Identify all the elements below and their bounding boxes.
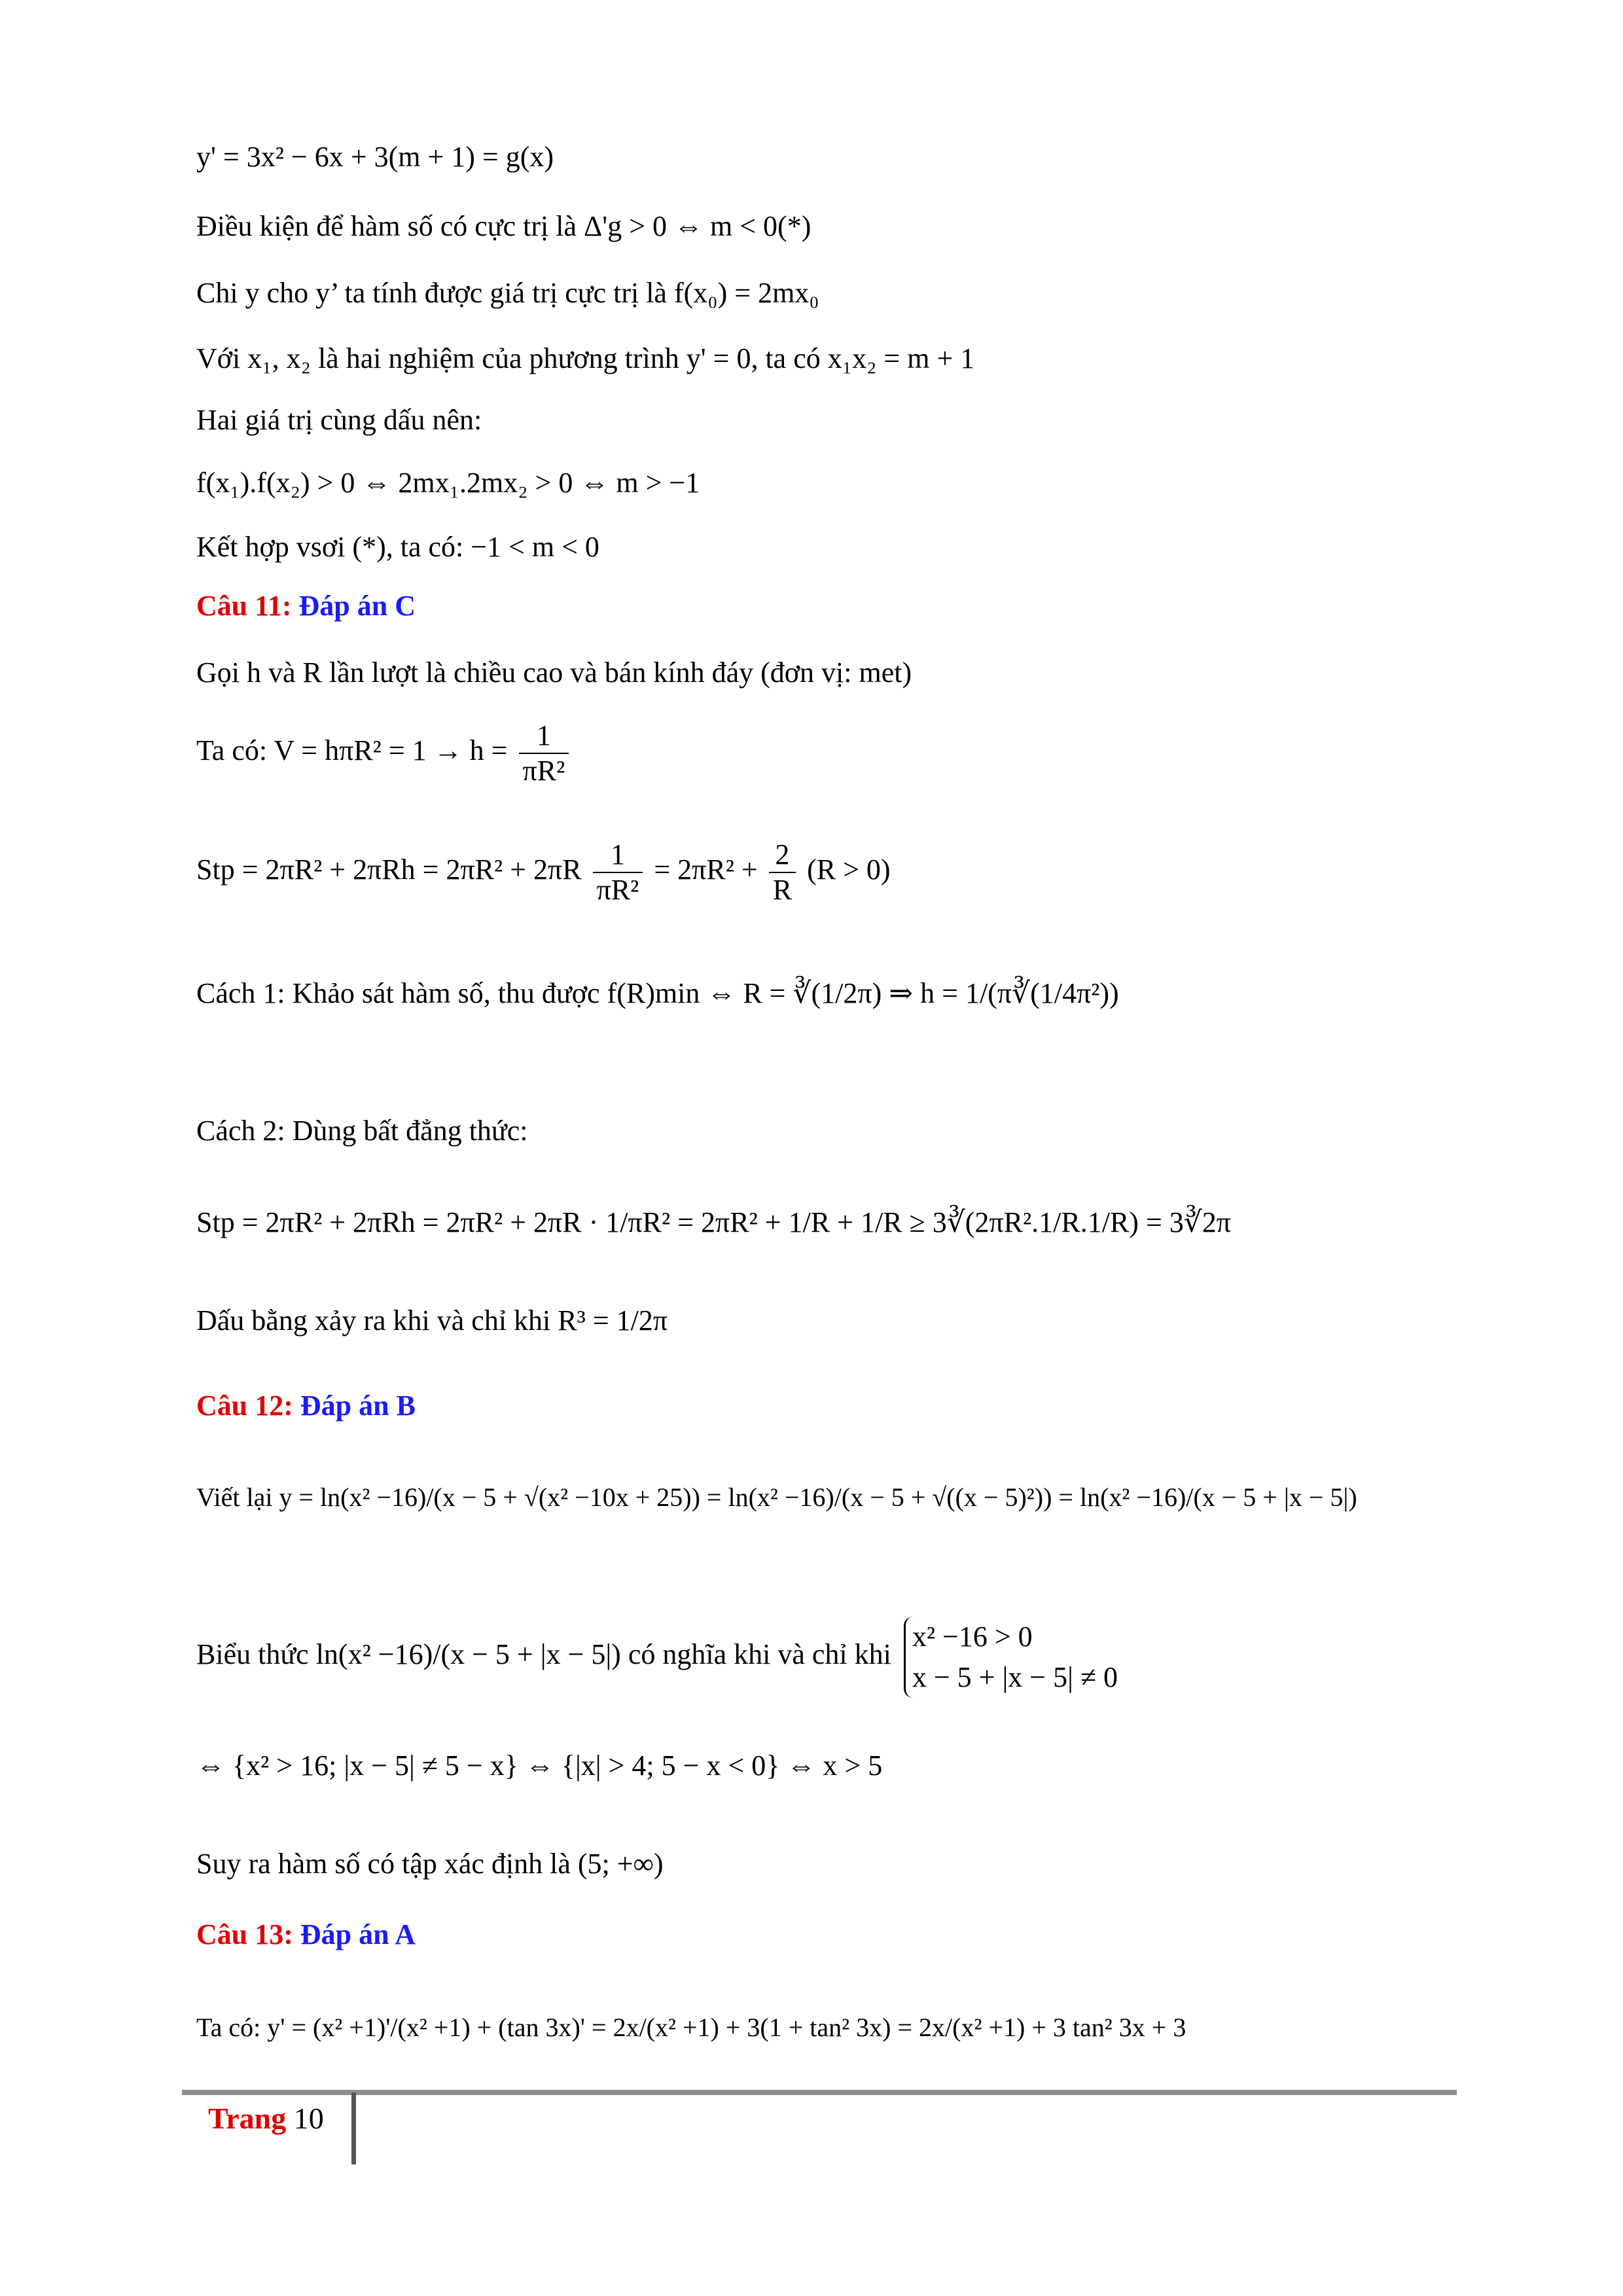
expression-fraction: ln(x² −16)/(x − 5 + |x − 5|) bbox=[315, 1638, 621, 1671]
page-number: 10 bbox=[293, 2102, 324, 2135]
answer-label: Đáp án A bbox=[300, 1918, 416, 1950]
page-label: Trang bbox=[208, 2102, 287, 2135]
q12-domain: Suy ra hàm số có tập xác định là (5; +∞) bbox=[196, 1848, 664, 1880]
answer-label: Đáp án C bbox=[298, 590, 416, 622]
condition: (R > 0) bbox=[807, 853, 891, 886]
numerator: 1 bbox=[593, 838, 643, 873]
numerator: 2 bbox=[769, 838, 796, 873]
line-roots: Với x₁, x₂ là hai nghiệm của phương trình y' = 0, ta có x₁x₂ = m + 1 bbox=[196, 342, 975, 374]
expression-label: Biểu thức bbox=[196, 1638, 309, 1671]
question-label: Câu 11: bbox=[196, 590, 292, 622]
q11-surface-1 bbox=[196, 838, 891, 907]
line-derivative: y' = 3x² − 6x + 3(m + 1) = g(x) bbox=[196, 141, 554, 173]
fraction bbox=[769, 838, 796, 907]
condition-system bbox=[904, 1617, 1118, 1698]
rewrite-expr: y = ln(x² −16)/(x − 5 + √(x² −10x + 25)) = ln(x² −16)/(x − 5 + √((x − 5)²)) = ln(x² −16)/(x − 5 + |x − 5|) bbox=[279, 1482, 1357, 1512]
q13-derivative: Ta có: y' = (x² +1)'/(x² +1) + (tan 3x)' = 2x/(x² +1) + 3(1 + tan² 3x) = 2x/(x² +1) + 3 tan² 3x + 3 bbox=[196, 2013, 1186, 2042]
system-row: x² −16 > 0 bbox=[912, 1621, 1033, 1653]
answer-label: Đáp án B bbox=[300, 1390, 416, 1422]
q11-surface-2: Stp = 2πR² + 2πRh = 2πR² + 2πR · 1/πR² = 2πR² + 1/R + 1/R ≥ 3∛(2πR².1/R.1/R) = 3∛2π bbox=[196, 1206, 1232, 1238]
line-combine: Kết hợp vsơi (*), ta có: −1 < m < 0 bbox=[196, 531, 599, 563]
fraction bbox=[519, 719, 569, 788]
denominator: R bbox=[772, 874, 793, 906]
denominator: πR² bbox=[522, 755, 565, 787]
q11-method-1: Cách 1: Khảo sát hàm số, thu được f(R)min ⇔ R = ∛(1/2π) ⇒ h = 1/(π∛(1/4π²)) bbox=[196, 977, 1119, 1009]
numerator: 1 bbox=[519, 719, 569, 754]
equality-expr: R³ = 1/2π bbox=[558, 1304, 668, 1336]
q12-rewrite bbox=[196, 1479, 1357, 1516]
system-row: x − 5 + |x − 5| ≠ 0 bbox=[912, 1661, 1118, 1693]
line-product: f(x₁).f(x₂) > 0 ⇔ 2mx₁.2mx₂ > 0 ⇔ m > −1 bbox=[196, 467, 700, 499]
fraction bbox=[593, 838, 643, 907]
denominator: πR² bbox=[596, 874, 639, 906]
q12-equivalence: ⇔ {x² > 16; |x − 5| ≠ 5 − x} ⇔ {|x| > 4; 5 − x < 0} ⇔ x > 5 bbox=[196, 1749, 883, 1782]
q11-method-2: Cách 2: Dùng bất đẳng thức: bbox=[196, 1115, 528, 1147]
footer-vertical-bar bbox=[351, 2092, 356, 2164]
equality-text: Dấu bằng xảy ra khi và chỉ khi bbox=[196, 1304, 551, 1336]
question-11-heading bbox=[196, 588, 416, 624]
rewrite-label: Viết lại bbox=[196, 1482, 273, 1512]
label: Ta có: bbox=[196, 734, 268, 767]
q11-equality bbox=[196, 1302, 668, 1339]
question-label: Câu 12: bbox=[196, 1390, 293, 1422]
question-13-heading bbox=[196, 1916, 416, 1953]
q11-volume bbox=[196, 719, 573, 788]
footer-divider bbox=[182, 2090, 1457, 2095]
line-extremum-value: Chi y cho y’ ta tính được giá trị cực trị là f(x₀) = 2mx₀ bbox=[196, 277, 819, 309]
q12-expression bbox=[196, 1617, 1123, 1698]
surface-expr: Stp = 2πR² + 2πRh = 2πR² + 2πR bbox=[196, 853, 582, 886]
surface-expr-rest: = 2πR² + bbox=[654, 853, 758, 886]
line-condition: Điều kiện để hàm số có cực trị là Δ'g > 0 ⇔ m < 0(*) bbox=[196, 210, 812, 242]
volume-expr: V = hπR² = 1 → h = bbox=[274, 734, 508, 767]
question-label: Câu 13: bbox=[196, 1918, 293, 1950]
q11-variables: Gọi h và R lần lượt là chiều cao và bán kính đáy (đơn vị: met) bbox=[196, 656, 912, 689]
page-footer bbox=[208, 2100, 324, 2138]
question-12-heading bbox=[196, 1388, 416, 1424]
expression-condition: có nghĩa khi và chỉ khi bbox=[628, 1638, 891, 1671]
line-same-sign: Hai giá trị cùng dấu nên: bbox=[196, 404, 482, 436]
